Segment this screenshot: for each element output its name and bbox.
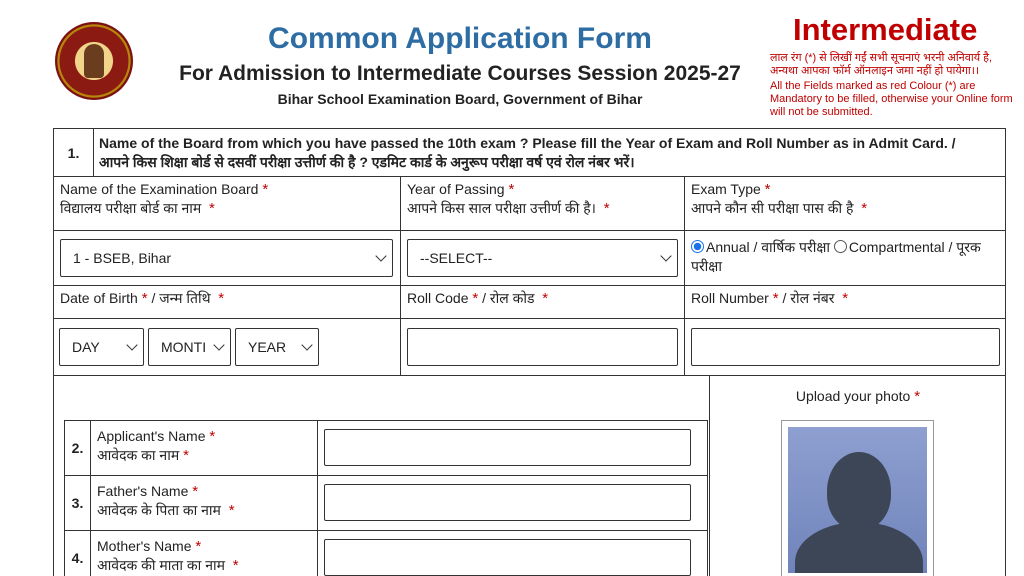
dob-cell [54,318,401,376]
exam-type-cell [684,230,1006,286]
row-number: 2. [65,421,91,475]
board-select[interactable]: 1 - BSEB, Bihar [60,239,393,277]
chevron-down-icon [213,339,224,350]
board-name: Bihar School Examination Board, Government of Bihar [277,91,643,107]
personal-details-table [64,420,708,576]
roll-code-input[interactable] [407,328,678,366]
compartmental-radio-label: Compartmental / पूरक परीक्षा [691,239,981,274]
personal-details-section [54,375,710,576]
section-question [93,129,1006,177]
chevron-down-icon [375,250,386,261]
chevron-down-icon [126,339,137,350]
mandatory-note-hindi: लाल रंग (*) से लिखीं गईं सभी सूचनाएं भरनी अनिवार्य है, अन्यथा आपका फॉर्म ऑनलाइन जमा नहीं हो पायेगा।। [770,52,993,77]
table-row [65,421,708,476]
year-select-cell [400,230,685,286]
row-number: 4. [65,531,91,576]
exam-type-label: Exam Type * आपने कौन सी परीक्षा पास की है * [684,176,1006,231]
page-title: Common Application Form [268,22,652,55]
dob-label: Date of Birth * / जन्म तिथि * [54,285,401,319]
dob-month-select[interactable]: MONTI [148,328,231,366]
father-name-label: Father's Name * आवेदक के पिता का नाम * [92,476,318,530]
section-question-en: Name of the Board from which you have passed the 10th exam ? Please fill the Year of Exam and Roll Number as in Admit Card. / [99,135,956,151]
course-badge: Intermediate [793,12,978,47]
year-label: Year of Passing * आपने किस साल परीक्षा उत्तीर्ण की है। * [400,176,685,231]
section-question-hi: आपने किस शिक्षा बोर्ड से दसवीं परीक्षा उत्तीर्ण की है ? एडमिट कार्ड के अनुरूप परीक्षा वर्ष एवं रोल नंबर भरें। [99,154,635,170]
roll-number-input[interactable] [691,328,1000,366]
roll-number-cell [684,318,1006,376]
applicant-name-input[interactable] [324,429,691,466]
row-number: 3. [65,476,91,530]
mandatory-note-english: All the Fields marked as red Colour (*) are Mandatory to be filled, otherwise your Online form will not be submitted. [770,80,1013,118]
year-select[interactable]: --SELECT-- [407,239,678,277]
chevron-down-icon [301,339,312,350]
father-name-input[interactable] [324,484,691,521]
application-form [53,128,1006,576]
board-select-cell [54,230,401,286]
roll-code-cell [400,318,685,376]
applicant-name-label: Applicant's Name * आवेदक का नाम * [92,421,318,475]
section-number: 1. [54,129,94,177]
mother-name-label: Mother's Name * आवेदक की माता का नाम * [92,531,318,576]
photo-section [709,375,1006,576]
annual-radio-label: Annual / वार्षिक परीक्षा [706,239,830,255]
dob-day-select[interactable]: DAY [59,328,144,366]
avatar-placeholder-icon [788,427,927,573]
roll-number-label: Roll Number * / रोल नंबर * [684,285,1006,319]
exam-type-radio-group [691,238,1003,276]
table-row [65,476,708,531]
photo-upload-label: Upload your photo * [795,388,921,405]
dob-year-select[interactable]: YEAR [235,328,319,366]
photo-upload-box[interactable] [781,420,934,576]
chevron-down-icon [660,250,671,261]
board-label: Name of the Examination Board * विद्यालय परीक्षा बोर्ड का नाम * [54,176,401,231]
page-subtitle: For Admission to Intermediate Courses Session 2025-27 [179,62,741,85]
table-row [65,531,708,576]
roll-code-label: Roll Code * / रोल कोड * [400,285,685,319]
mother-name-input[interactable] [324,539,691,576]
annual-radio[interactable] [691,240,704,253]
compartmental-radio[interactable] [834,240,847,253]
